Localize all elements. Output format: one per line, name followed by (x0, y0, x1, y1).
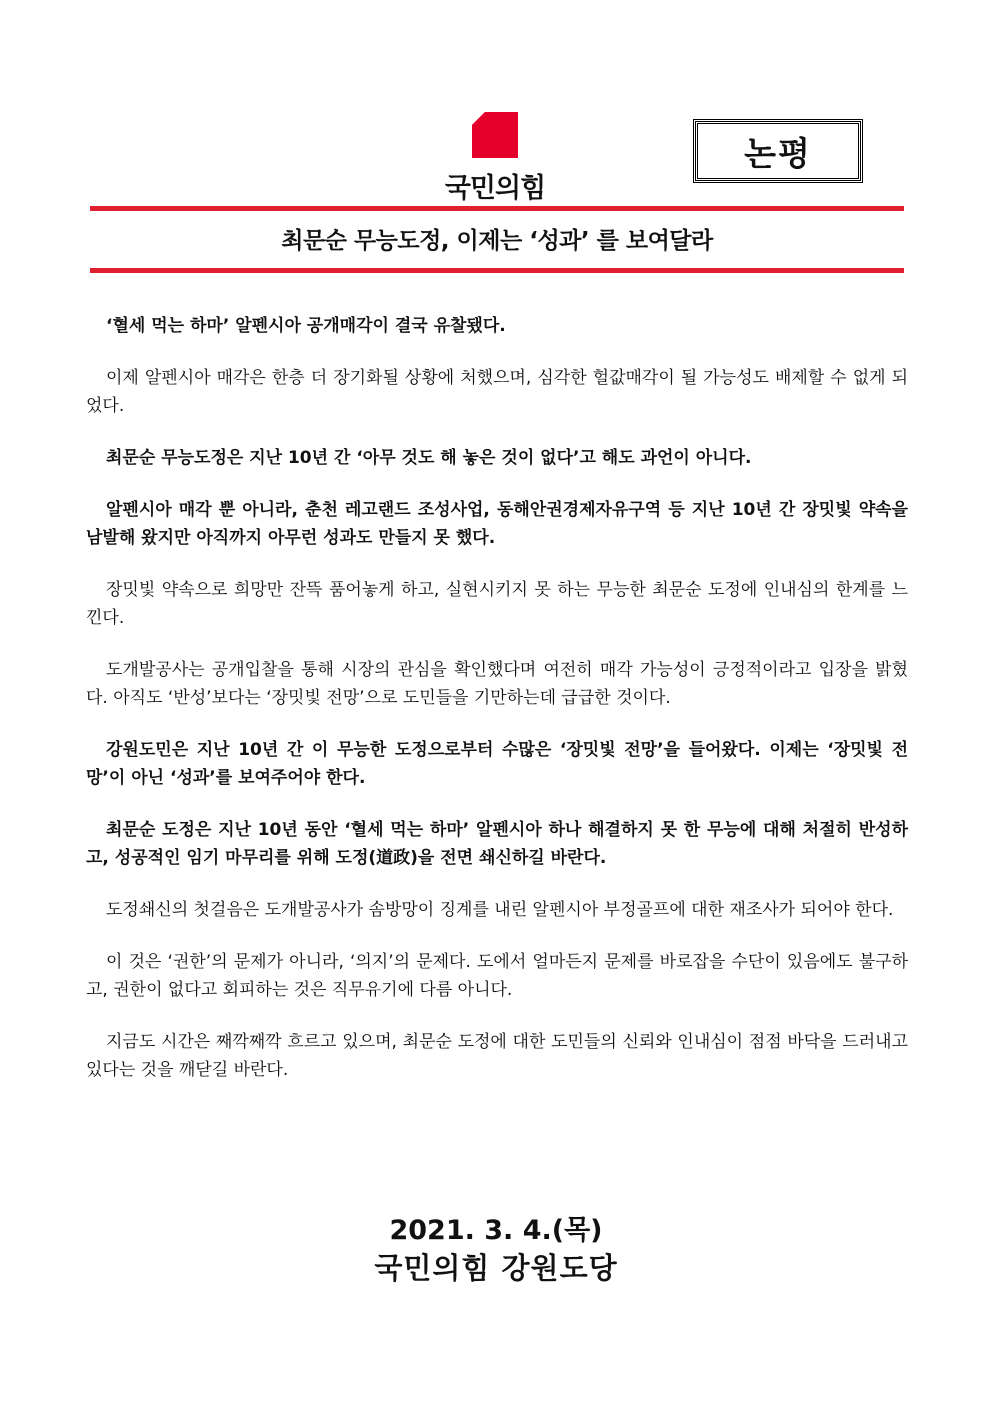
paragraph: 최문순 무능도정은 지난 10년 간 ‘아무 것도 해 놓은 것이 없다’고 해도 과언이 아니다. (106, 448, 752, 468)
paragraph: 도정쇄신의 첫걸음은 도개발공사가 솜방망이 징계를 내린 알펜시아 부정골프에 대한 재조사가 되어야 한다. (106, 900, 894, 920)
paragraph: 이 것은 ‘권한’의 문제가 아니라, ‘의지’의 문제다. 도에서 얼마든지 문제를 바로잡을 수단이 있음에도 불구하고, 권한이 없다고 회피하는 것은 직무유기에 다름 아니다. (86, 952, 908, 1000)
paragraph: 강원도민은 지난 10년 간 이 무능한 도정으로부터 수많은 ‘장밋빛 전망’을 들어왔다. 이제는 ‘장밋빛 전망’이 아닌 ‘성과’를 보여주어야 한다. (86, 740, 908, 788)
paragraph: 이제 알펜시아 매각은 한층 더 장기화될 상황에 처했으며, 심각한 헐값매각이 될 가능성도 배제할 수 없게 되었다. (86, 368, 908, 416)
paragraph: 장밋빛 약속으로 희망만 잔뜩 품어놓게 하고, 실현시키지 못 하는 무능한 최문순 도정에 인내심의 한계를 느낀다. (86, 580, 908, 628)
paragraph: 지금도 시간은 째깍째깍 흐르고 있으며, 최문순 도정에 대한 도민들의 신뢰와 인내심이 점점 바닥을 드러내고 있다는 것을 깨닫길 바란다. (86, 1032, 908, 1080)
paragraph: ‘혈세 먹는 하마’ 알펜시아 공개매각이 결국 유찰됐다. (106, 316, 506, 336)
publication-date: 2021. 3. 4.(목) (389, 1215, 603, 1246)
headline-top-divider (90, 206, 904, 211)
issuing-organization: 국민의힘 강원도당 (374, 1251, 618, 1285)
paragraph: 알펜시아 매각 뿐 아니라, 춘천 레고랜드 조성사업, 동해안권경제자유구역 등 지난 10년 간 장밋빛 약속을 남발해 왔지만 아직까지 아무런 성과도 만들지 못 했다. (86, 500, 908, 548)
party-logo (430, 112, 560, 204)
paragraph: 최문순 도정은 지난 10년 동안 ‘혈세 먹는 하마’ 알펜시아 하나 해결하지 못 한 무능에 대해 처절히 반성하고, 성공적인 임기 마무리를 위해 도정(道政)을 전면 쇄신하길 바란다. (86, 820, 908, 868)
document-type-badge: 논평 (695, 121, 861, 181)
headline: 최문순 무능도정, 이제는 ‘성과’ 를 보여달라 (281, 228, 713, 254)
paragraph: 도개발공사는 공개입찰을 통해 시장의 관심을 확인했다며 여전히 매각 가능성이 긍정적이라고 입장을 밝혔다. 아직도 ‘반성’보다는 ‘장밋빛 전망’으로 도민들을 기만하는데 급급한 것이다. (86, 660, 908, 708)
headline-bottom-divider (90, 268, 904, 273)
commentary-body (86, 312, 908, 1108)
party-logo-text: 국민의힘 (444, 173, 546, 204)
party-logo-mark-icon (472, 112, 518, 158)
